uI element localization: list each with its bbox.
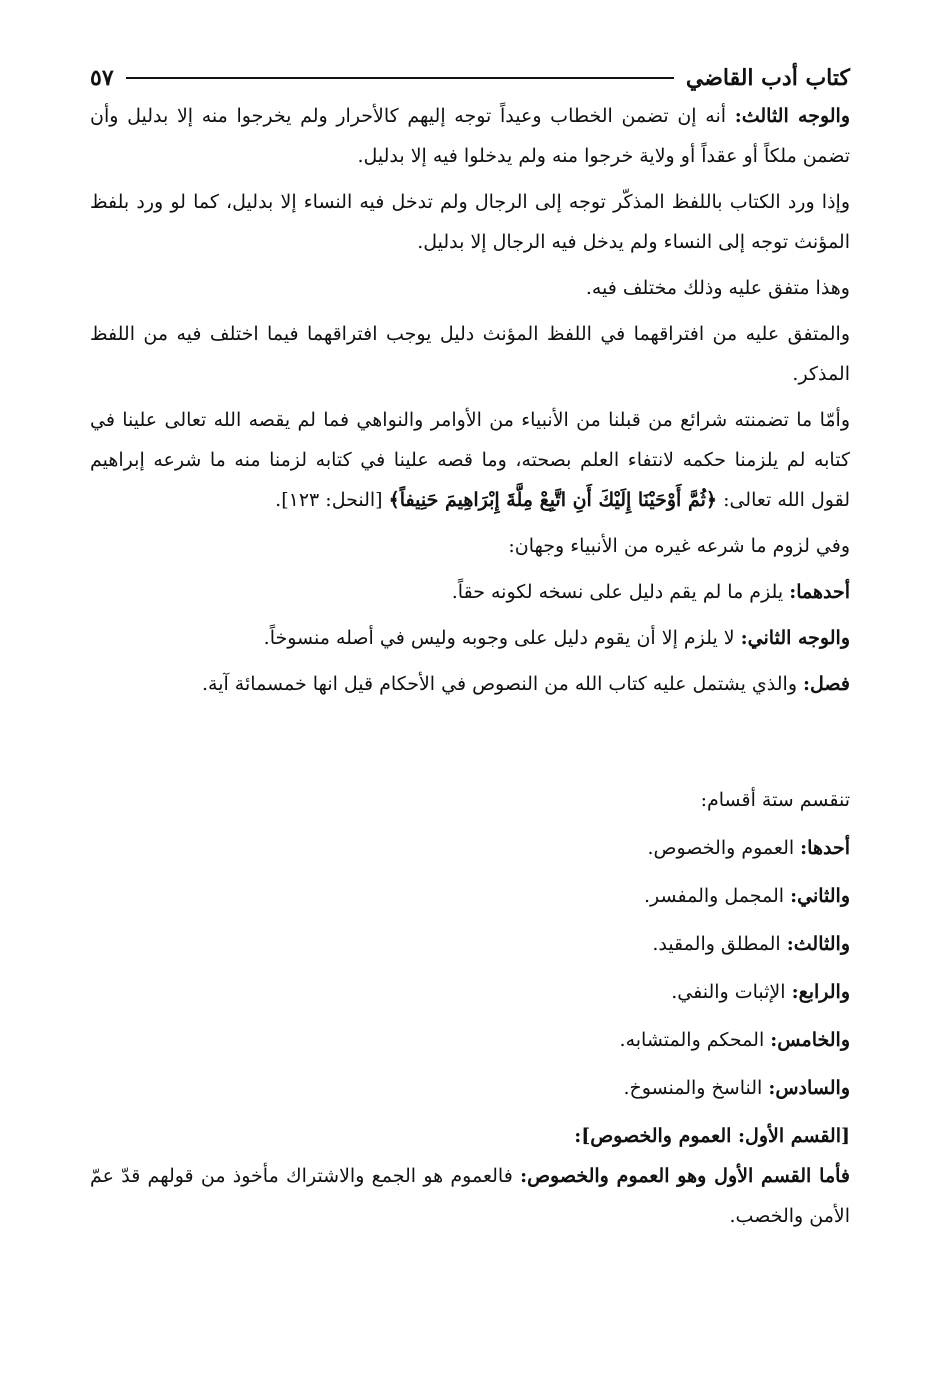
section-heading: [القسم الأول: العموم والخصوص]: [574, 1125, 850, 1147]
division-item: أحدها: العموم والخصوص. [647, 837, 850, 859]
section-gap [90, 710, 850, 780]
quran-verse: ﴿ثُمَّ أَوْحَيْنَا إِلَيْكَ أَنِ اتَّبِعْ مِلَّةَ إِبْرَاهِيمَ حَنِيفاً﴾ [388, 489, 718, 511]
paragraph-third-aspect: والوجه الثالث: أنه إن تضمن الخطاب وعيداً توجه إليهم كالأحرار ولم يخرجوا منه إلا بدليل وأن تضمن ملكاً أو عقداً أو ولاية خرجوا منه ولم يدخلوا فيه إلا بدليل. [90, 105, 850, 167]
divisions-intro: تنقسم ستة أقسام: [700, 789, 850, 811]
division-item: والثاني: المجمل والمفسر. [644, 885, 850, 907]
division-item: والخامس: المحكم والمتشابه. [619, 1029, 850, 1051]
header-rule [126, 77, 674, 79]
paragraph-feminine-word: والمتفق عليه من افتراقهما في اللفظ المؤنث دليل يوجب افتراقهما فيما اختلف فيه من اللفظ المذكر. [90, 323, 850, 385]
paragraph-first-view: أحدهما: يلزم ما لم يقم دليل على نسخه لكونه حقاً. [451, 581, 850, 603]
paragraph-two-views-intro: وفي لزوم ما شرعه غيره من الأنبياء وجهان: [508, 535, 850, 557]
division-item: والسادس: الناسخ والمنسوخ. [623, 1077, 850, 1099]
paragraph-first-division: فأما القسم الأول وهو العموم والخصوص: فالعموم هو الجمع والاشتراك مأخوذ من قولهم قدّ عمّ الأمن والخصب. [90, 1165, 851, 1227]
paragraph-fasl: فصل: والذي يشتمل عليه كتاب الله من النصوص في الأحكام قيل انها خمسمائة آية. [201, 673, 850, 695]
page-header [90, 60, 850, 96]
paragraph-masculine-word: وإذا ورد الكتاب باللفظ المذكّر توجه إلى الرجال ولم تدخل فيه النساء إلا بدليل، كما لو ورد بلفظ المؤنث توجه إلى النساء ولم يدخل فيه الرجال إلا بدليل. [90, 191, 850, 253]
paragraph-second-view: والوجه الثاني: لا يلزم إلا أن يقوم دليل على وجوبه وليس في أصله منسوخاً. [263, 627, 850, 649]
paragraph-prior-laws: وأمّا ما تضمنته شرائع من قبلنا من الأنبياء من الأوامر والنواهي فما لم يقصه الله تعالى علينا في كتابه لم يلزمنا حكمه لانتفاء العلم بصحته، وما قصه علينا في كتابه لزمنا منه ما شرعه إبراهيم لقول الله تعالى: ﴿ثُمَّ أَوْحَيْنَا إِلَيْكَ أَنِ اتَّبِعْ مِلَّةَ إِبْرَاهِيمَ حَنِيفاً﴾ [النحل: ١٢٣]. [90, 409, 850, 511]
page-number: ٥٧ [90, 65, 114, 91]
paragraph-agreed: وهذا متفق عليه وذلك مختلف فيه. [585, 277, 850, 299]
verse-citation: [النحل: ١٢٣]. [275, 489, 389, 511]
book-page [90, 60, 850, 1242]
book-title: كتاب أدب القاضي [685, 65, 850, 91]
division-item: والثالث: المطلق والمقيد. [652, 933, 850, 955]
division-item: والرابع: الإثبات والنفي. [671, 981, 850, 1003]
